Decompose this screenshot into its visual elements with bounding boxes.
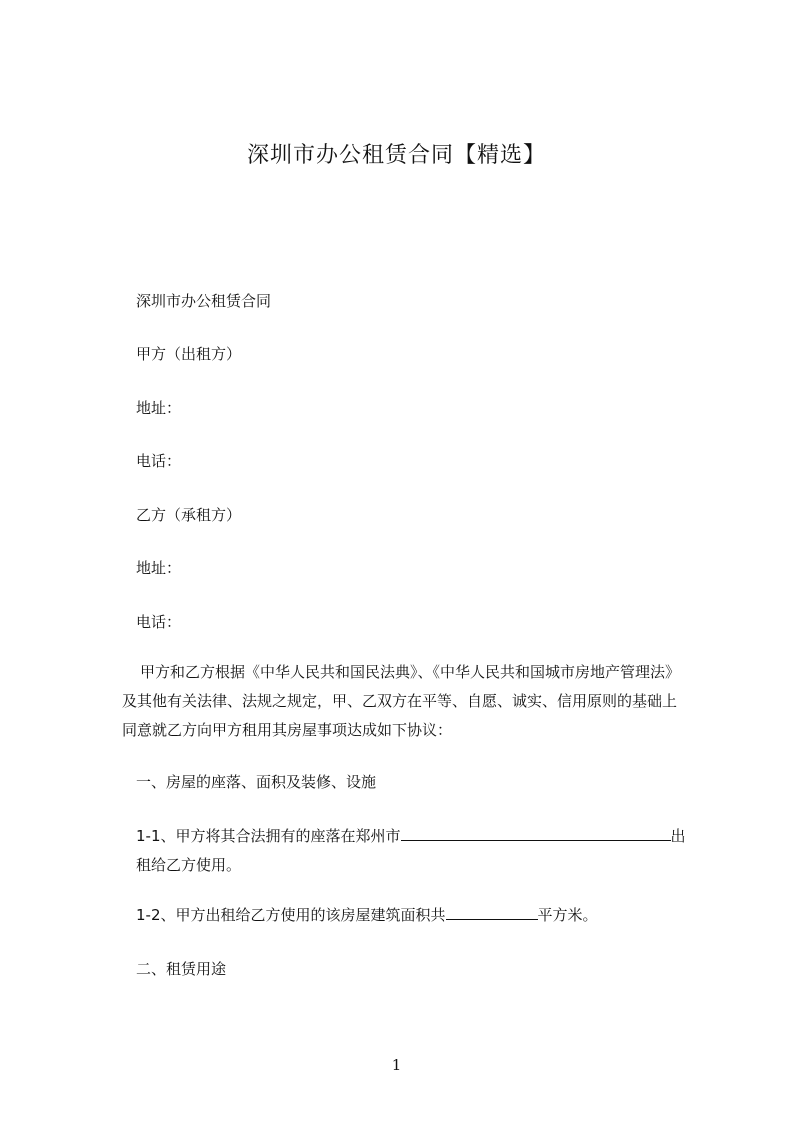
clause-1-2-text: 1-2、甲方出租给乙方使用的该房屋建筑面积共 xyxy=(136,906,446,924)
clause-1-1-line-2: 租给乙方使用。 xyxy=(136,856,242,874)
clause-1-1-line-1 xyxy=(136,822,736,851)
party-b-address-label: 地址： xyxy=(136,559,182,577)
party-a-address-label: 地址： xyxy=(136,399,182,417)
page-number: 1 xyxy=(391,1056,402,1074)
preamble-paragraph xyxy=(122,658,722,745)
preamble-line-2: 及其他有关法律、法规之规定，甲、乙双方在平等、自愿、诚实、信用原则的基础上 xyxy=(122,692,678,710)
party-a-phone-label: 电话： xyxy=(136,452,182,470)
clause-1-1-blank xyxy=(401,826,671,841)
clause-1-1-text: 1-1、甲方将其合法拥有的座落在郑州市 xyxy=(136,827,401,845)
clause-1-2-suffix: 平方米。 xyxy=(537,906,598,924)
preamble-line-1: 甲方和乙方根据《中华人民共和国民法典》、《中华人民共和国城市房地产管理法》 xyxy=(140,663,681,681)
section-1-heading: 一、房屋的座落、面积及装修、设施 xyxy=(136,773,377,791)
party-b-label: 乙方（承租方） xyxy=(136,506,242,524)
clause-1-2 xyxy=(136,905,598,925)
preamble-line-3: 同意就乙方向甲方租用其房屋事项达成如下协议： xyxy=(122,721,453,739)
party-b-phone-label: 电话： xyxy=(136,613,182,631)
clause-1-1 xyxy=(136,822,736,880)
clause-1-1-suffix: 出 xyxy=(670,827,686,845)
party-a-label: 甲方（出租方） xyxy=(136,345,242,363)
document-title: 深圳市办公租赁合同【精选】 xyxy=(246,143,546,168)
contract-name: 深圳市办公租赁合同 xyxy=(136,292,272,310)
section-2-heading: 二、租赁用途 xyxy=(136,960,227,978)
clause-1-2-blank xyxy=(446,905,538,920)
